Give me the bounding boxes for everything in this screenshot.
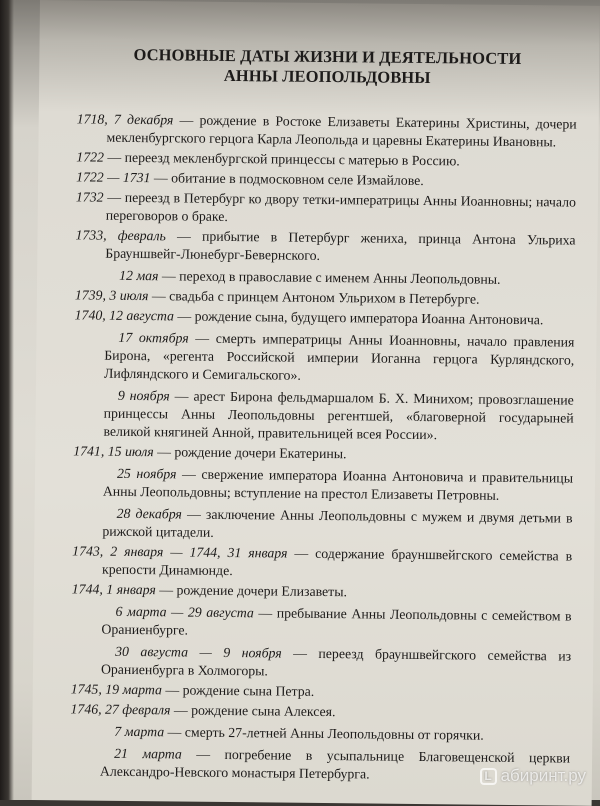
entry-date: 1744, 1 января (72, 581, 156, 597)
entry-separator: — (170, 702, 191, 717)
timeline-entry (75, 286, 575, 309)
entry-text: прибытие в Петербург жениха, принца Антона Ульриха Брауншвейг-Люнебург-Бевернского. (105, 229, 575, 263)
timeline-subentry (73, 464, 573, 505)
entry-text: арест Бирона фельдмаршалом Б. Х. Минихом; провозглашение принцессы Анны Леопольдовны регентшей, «благоверной государыней великой княгиней Анной, правительницей всея России». (103, 389, 573, 443)
entry-separator: — (182, 747, 225, 762)
entry-date: 1746, 27 февраля (71, 701, 171, 717)
entry-text: переезд мекленбургской принцессы с матерью в Россию. (125, 150, 460, 169)
entry-separator: — (156, 582, 177, 597)
labyrinth-logo-icon: L (480, 768, 497, 785)
entry-date: 30 августа — 9 ноября (115, 644, 282, 661)
entry-separator: — (170, 388, 194, 403)
timeline-subentry (71, 602, 571, 643)
page-content (70, 44, 578, 787)
entry-separator: — (287, 546, 315, 561)
entry-date: 1745, 19 марта (71, 681, 162, 697)
entry-text: свадьба с принцем Антоном Ульрихом в Петербурге. (169, 288, 480, 306)
entry-separator: — (166, 228, 202, 243)
timeline-list (70, 110, 577, 785)
entry-date: 28 декабря (117, 506, 182, 522)
timeline-entry (71, 680, 571, 703)
entry-separator: — (103, 190, 124, 205)
timeline-entry (73, 442, 573, 465)
entry-date: 7 марта (114, 724, 164, 740)
timeline-entry (75, 306, 575, 329)
timeline-entry (76, 168, 576, 191)
timeline-entry (75, 226, 575, 267)
entry-text: рождение сына, будущего императора Иоанна Антоновича. (195, 309, 544, 328)
entry-text: рождение сына Петра. (183, 683, 315, 699)
timeline-subentry (73, 386, 574, 445)
timeline-subentry (71, 642, 571, 683)
entry-text: пребывание Анны Леопольдовны с семейством в Ораниенбурге. (101, 606, 571, 638)
entry-text: погребение в усыпальнице Благовещенской церкви Александро-Невского монастыря Петербурга. (100, 747, 570, 782)
entry-separator: — (182, 507, 206, 522)
entry-date: 1733, февраль (75, 227, 165, 243)
entry-separator: — (162, 682, 183, 697)
entry-text: рождение сына Алексея. (191, 703, 336, 720)
timeline-entry (76, 110, 576, 151)
entry-text: рождение в Ростоке Елизаветы Екатерины Христины, дочери мекленбургского герцога Карла Леопольда и царевны Екатерины Ивановны. (106, 113, 576, 150)
entry-date: 1722 — 1731 (76, 169, 151, 185)
timeline-entry (72, 542, 572, 583)
entry-date: 1743, 2 января — 1744, 31 января (72, 543, 287, 560)
entry-date: 1718, 7 декабря (77, 111, 174, 127)
entry-text: заключение Анны Леопольдовны с мужем и двумя детьми в рижской цитадели. (102, 507, 572, 540)
entry-text: свержение императора Иоанна Антоновича и правительницы Анны Леопольдовны; вступление на престол Елизаветы Петровны. (103, 467, 573, 503)
entry-text: рождение дочери Елизаветы. (176, 582, 347, 599)
entry-separator: — (164, 724, 185, 739)
entry-date: 17 октября (118, 330, 188, 346)
entry-text: переезд брауншвейгского семейства из Ораниенбурга в Холмогоры. (101, 646, 571, 678)
timeline-subentry (74, 328, 575, 387)
timeline-subentry (72, 504, 572, 545)
entry-date: 9 ноября (118, 388, 170, 404)
entry-separator: — (173, 112, 199, 127)
entry-separator: — (282, 646, 319, 661)
entry-separator: — (104, 150, 125, 165)
entry-separator: — (174, 308, 195, 323)
entry-date: 21 марта (114, 746, 182, 762)
watermark-text: абиринт.ру (501, 766, 586, 786)
entry-text: рождение дочери Екатерины. (174, 444, 346, 461)
entry-text: переезд в Петербург ко двору тетки-императрицы Анны Иоанновны; начало переговоров о браке. (106, 190, 576, 224)
book-page (32, 0, 600, 806)
entry-separator: — (150, 170, 171, 185)
entry-date: 1739, 3 июля (75, 287, 149, 303)
timeline-entry (70, 700, 570, 723)
entry-date: 12 мая (119, 268, 159, 283)
title-line-1: ОСНОВНЫЕ ДАТЫ ЖИЗНИ И ДЕЯТЕЛЬНОСТИ (77, 44, 577, 69)
title-line-2: АННЫ ЛЕОПОЛЬДОВНЫ (77, 64, 577, 89)
watermark-logo (480, 766, 586, 786)
entry-text: смерть 27-летней Анны Леопольдовны от горячки. (185, 725, 484, 743)
entry-separator: — (176, 466, 201, 481)
entry-separator: — (189, 331, 216, 346)
timeline-entry (76, 148, 576, 171)
entry-text: смерть императрицы Анны Иоанновны, начало правления Бирона, «регента Российской империи Иоганна герцога Курляндского, Лифляндского и Семигальского». (104, 331, 575, 383)
entry-text: содержание брауншвейгского семейства в крепости Динамюнде. (102, 546, 572, 578)
entry-separator: — (148, 288, 169, 303)
entry-date: 6 марта — 29 августа (116, 604, 254, 620)
entry-text: переход в православие с именем Анны Леопольдовны. (179, 268, 501, 286)
entry-separator: — (158, 268, 179, 283)
timeline-entry (76, 188, 576, 229)
book-spine-shadow (0, 0, 14, 800)
entry-date: 1741, 15 июля (73, 443, 154, 459)
timeline-subentry (70, 722, 570, 745)
timeline-entry (72, 580, 572, 603)
entry-separator: — (154, 444, 175, 459)
entry-date: 25 ноября (117, 466, 177, 482)
entry-date: 1722 (76, 149, 104, 164)
entry-text: обитание в подмосковном селе Измайлове. (171, 170, 424, 188)
entry-date: 1732 (76, 189, 104, 204)
entry-separator: — (254, 605, 277, 620)
entry-date: 1740, 12 августа (75, 307, 174, 323)
timeline-subentry (75, 266, 575, 289)
page-title (77, 44, 577, 89)
